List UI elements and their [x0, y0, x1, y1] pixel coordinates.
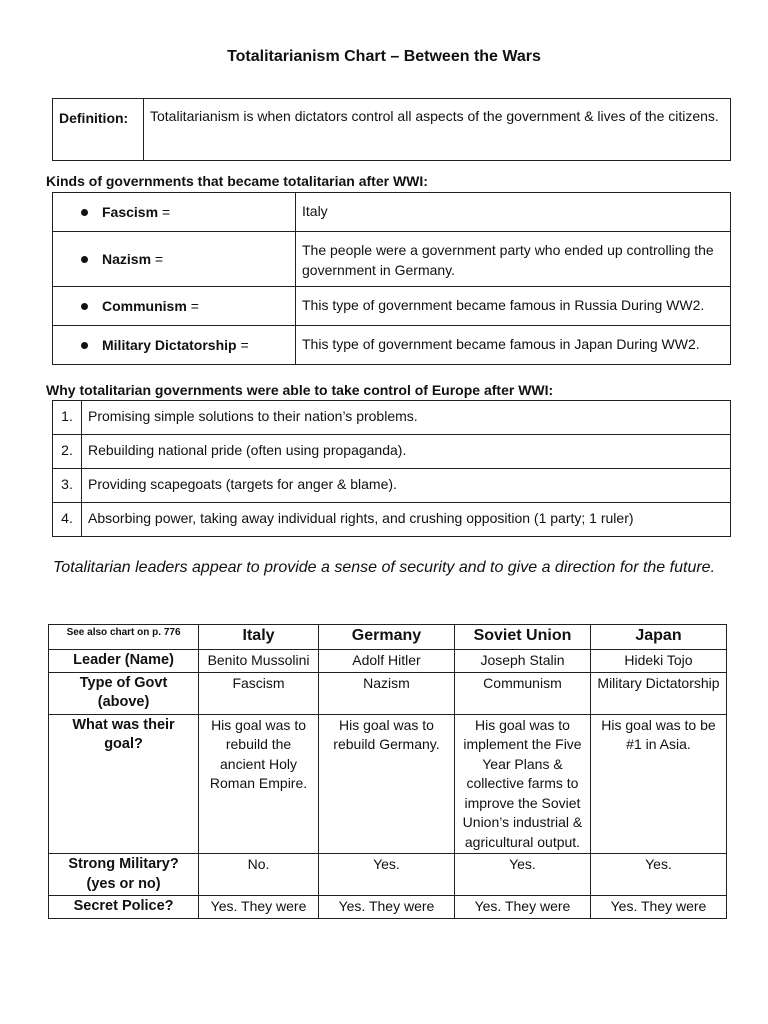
reason-text: Promising simple solutions to their nation’s problems.: [82, 401, 731, 435]
bullet-icon: [81, 342, 88, 349]
reason-row: [53, 401, 731, 435]
kind-name: Communism: [102, 298, 187, 314]
kind-name: Military Dictatorship: [102, 337, 237, 353]
row-header: Secret Police?: [49, 896, 199, 919]
comparison-cell: His goal was to be #1 in Asia.: [590, 714, 726, 854]
reason-number: 1.: [53, 401, 82, 435]
comparison-cell: Yes. They were: [199, 896, 319, 919]
comparison-cell: Joseph Stalin: [454, 650, 590, 673]
comparison-cell: Yes. They were: [318, 896, 454, 919]
comparison-cell: Adolf Hitler: [318, 650, 454, 673]
definition-row: [53, 99, 731, 161]
comparison-cell: Communism: [454, 672, 590, 714]
bullet-icon: [81, 303, 88, 310]
kind-name: Fascism: [102, 204, 159, 220]
row-header: Strong Military? (yes or no): [49, 854, 199, 896]
column-header-italy: Italy: [199, 625, 319, 650]
reason-row: [53, 469, 731, 503]
page-title: Totalitarianism Chart – Between the Wars: [227, 48, 541, 65]
reason-number: 3.: [53, 469, 82, 503]
definition-label: Definition:: [53, 99, 144, 161]
row-header: What was their goal?: [49, 714, 199, 854]
comparison-cell: Yes.: [318, 854, 454, 896]
kind-name-cell: [53, 193, 296, 232]
kind-equals: =: [190, 298, 199, 314]
comparison-cell: Nazism: [318, 672, 454, 714]
kinds-row: [53, 287, 731, 326]
kinds-row: [53, 193, 731, 232]
kinds-row: [53, 232, 731, 287]
comparison-cell: Yes.: [590, 854, 726, 896]
comparison-cell: Hideki Tojo: [590, 650, 726, 673]
comparison-cell: No.: [199, 854, 319, 896]
reason-text: Absorbing power, taking away individual rights, and crushing opposition (1 party; 1 ruler): [82, 503, 731, 537]
reason-number: 2.: [53, 435, 82, 469]
comparison-row-secret-police: [49, 896, 727, 919]
reason-text: Rebuilding national pride (often using propaganda).: [82, 435, 731, 469]
comparison-header-row: [49, 625, 727, 650]
comparison-row-leader: [49, 650, 727, 673]
kind-name: Nazism: [102, 251, 152, 267]
kind-description: This type of government became famous in Russia During WW2.: [296, 287, 731, 326]
kind-description: The people were a government party who ended up controlling the government in Germany.: [296, 232, 731, 287]
reason-text: Providing scapegoats (targets for anger & blame).: [82, 469, 731, 503]
italic-note: Totalitarian leaders appear to provide a sense of security and to give a direction for the future.: [52, 559, 716, 576]
bullet-icon: [81, 209, 88, 216]
comparison-cell: Yes. They were: [454, 896, 590, 919]
definition-table: [52, 98, 731, 161]
comparison-row-govt-type: [49, 672, 727, 714]
kind-name-cell: [53, 287, 296, 326]
kind-equals: =: [161, 204, 171, 220]
kind-equals: =: [240, 337, 249, 353]
reason-row: [53, 435, 731, 469]
kinds-heading: Kinds of governments that became totalitarian after WWI:: [46, 173, 428, 189]
comparison-row-goal: [49, 714, 727, 854]
reason-number: 4.: [53, 503, 82, 537]
comparison-cell: His goal was to rebuild Germany.: [318, 714, 454, 854]
row-header: Leader (Name): [49, 650, 199, 673]
column-header-germany: Germany: [318, 625, 454, 650]
bullet-icon: [81, 256, 88, 263]
column-header-japan: Japan: [590, 625, 726, 650]
comparison-table: [48, 624, 727, 919]
kind-name-cell: [53, 326, 296, 365]
row-header: Type of Govt (above): [49, 672, 199, 714]
comparison-cell: Benito Mussolini: [199, 650, 319, 673]
comparison-cell: Fascism: [199, 672, 319, 714]
definition-text: Totalitarianism is when dictators control all aspects of the government & lives of the citizens.: [144, 99, 731, 161]
kind-equals: =: [154, 251, 164, 267]
comparison-cell: His goal was to rebuild the ancient Holy Roman Empire.: [199, 714, 319, 854]
kind-description: Italy: [296, 193, 731, 232]
corner-note: See also chart on p. 776: [49, 625, 199, 650]
reasons-table: [52, 400, 731, 537]
comparison-cell: Yes.: [454, 854, 590, 896]
kind-description: This type of government became famous in Japan During WW2.: [296, 326, 731, 365]
comparison-row-military: [49, 854, 727, 896]
kinds-table: [52, 192, 731, 365]
reasons-heading: Why totalitarian governments were able to take control of Europe after WWI:: [46, 382, 554, 398]
column-header-soviet-union: Soviet Union: [454, 625, 590, 650]
comparison-cell: Yes. They were: [590, 896, 726, 919]
comparison-cell: His goal was to implement the Five Year Plans & collective farms to improve the Soviet Union’s industrial & agricultural output.: [454, 714, 590, 854]
kind-name-cell: [53, 232, 296, 287]
reason-row: [53, 503, 731, 537]
comparison-cell: Military Dictatorship: [590, 672, 726, 714]
kinds-row: [53, 326, 731, 365]
